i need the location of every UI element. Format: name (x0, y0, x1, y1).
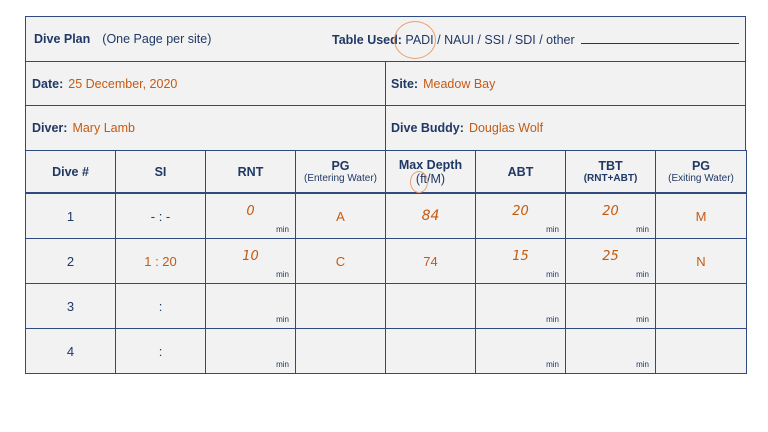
cell-abt[interactable] (475, 283, 566, 329)
min-unit-label: min (636, 270, 649, 279)
cell-dive-number (25, 283, 116, 329)
column-header-pg-exiting (655, 150, 747, 194)
cell-rnt[interactable] (205, 283, 296, 329)
cell-si[interactable] (115, 193, 206, 239)
site-cell (385, 61, 746, 106)
buddy-cell (385, 105, 746, 151)
column-title: ABT (507, 164, 534, 179)
table-options[interactable]: PADI / NAUI / SSI / SDI / other (405, 33, 575, 47)
dive-number-value: 1 (66, 208, 75, 224)
cell-pg-entering[interactable] (295, 238, 386, 284)
min-unit-label: min (276, 315, 289, 324)
diver-value[interactable]: Mary Lamb (72, 121, 135, 135)
cell-abt[interactable] (475, 328, 566, 374)
column-subtitle: (Entering Water) (304, 173, 377, 184)
cell-pg-entering[interactable] (295, 328, 386, 374)
column-title: SI (154, 164, 167, 179)
column-title: Max Depth (398, 157, 463, 172)
cell-dive-number (25, 193, 116, 239)
column-header-dive-number (25, 150, 116, 194)
cell-rnt[interactable] (205, 238, 296, 284)
cell-si[interactable] (115, 238, 206, 284)
cell-max-depth[interactable] (385, 328, 476, 374)
abt-value: 15 (512, 249, 529, 264)
column-header-si (115, 150, 206, 194)
cell-max-depth[interactable] (385, 283, 476, 329)
cell-pg-entering[interactable] (295, 283, 386, 329)
rnt-value: 10 (242, 249, 259, 264)
diver-label: Diver: (32, 121, 68, 135)
selection-circle-ft (410, 171, 428, 193)
dive-number-value: 2 (66, 253, 75, 269)
cell-abt[interactable] (475, 193, 566, 239)
cell-si[interactable] (115, 328, 206, 374)
tbt-value: 25 (602, 249, 619, 264)
pg-exiting-value: N (696, 253, 706, 269)
cell-pg-exiting[interactable] (655, 238, 747, 284)
min-unit-label: min (276, 225, 289, 234)
cell-tbt[interactable] (565, 283, 656, 329)
cell-si[interactable] (115, 283, 206, 329)
min-unit-label: min (636, 360, 649, 369)
dive-number-value: 4 (66, 343, 75, 359)
si-value: : (158, 298, 163, 314)
cell-max-depth[interactable] (385, 193, 476, 239)
column-header-pg-entering (295, 150, 386, 194)
diver-cell (25, 105, 386, 151)
cell-rnt[interactable] (205, 193, 296, 239)
date-label: Date: (32, 76, 64, 91)
cell-pg-entering[interactable] (295, 193, 386, 239)
column-subtitle: (Exiting Water) (668, 173, 734, 184)
si-value: 1 : 20 (144, 253, 177, 269)
column-title: RNT (237, 164, 264, 179)
column-header-tbt (565, 150, 656, 194)
rnt-value: 0 (246, 204, 255, 219)
buddy-label: Dive Buddy: (391, 121, 464, 135)
site-value[interactable]: Meadow Bay (423, 76, 496, 91)
table-used (332, 31, 739, 47)
column-title: PG (691, 159, 711, 173)
header-row (25, 16, 746, 62)
min-unit-label: min (546, 270, 559, 279)
column-title: TBT (598, 159, 623, 173)
dive-number-value: 3 (66, 298, 75, 314)
table-used-label: Table Used: (332, 33, 402, 47)
cell-dive-number (25, 328, 116, 374)
column-subtitle: (ft/M) (415, 171, 446, 186)
min-unit-label: min (276, 270, 289, 279)
pg-entering-value: C (335, 253, 346, 269)
min-unit-label: min (546, 225, 559, 234)
form-title: Dive Plan (34, 32, 91, 46)
column-header-rnt (205, 150, 296, 194)
si-value: - : - (150, 208, 171, 224)
column-title: PG (331, 159, 350, 173)
max-depth-value: 84 (421, 208, 440, 224)
min-unit-label: min (636, 225, 649, 234)
form-subtitle: (One Page per site) (102, 32, 212, 46)
max-depth-value: 74 (423, 253, 438, 269)
abt-value: 20 (512, 204, 529, 219)
cell-dive-number (25, 238, 116, 284)
cell-tbt[interactable] (565, 193, 656, 239)
buddy-value[interactable]: Douglas Wolf (468, 121, 544, 135)
date-cell (25, 61, 386, 106)
min-unit-label: min (276, 360, 289, 369)
tbt-value: 20 (602, 204, 619, 219)
column-header-max-depth (385, 150, 476, 194)
cell-pg-exiting[interactable] (655, 193, 747, 239)
other-blank-line[interactable] (581, 31, 739, 44)
column-subtitle: (RNT+ABT) (583, 173, 638, 184)
cell-tbt[interactable] (565, 238, 656, 284)
column-header-abt (475, 150, 566, 194)
si-value: : (158, 343, 163, 359)
min-unit-label: min (546, 360, 559, 369)
cell-rnt[interactable] (205, 328, 296, 374)
pg-entering-value: A (336, 208, 345, 224)
min-unit-label: min (636, 315, 649, 324)
pg-exiting-value: M (695, 208, 707, 224)
cell-tbt[interactable] (565, 328, 656, 374)
site-label: Site: (391, 76, 419, 91)
cell-abt[interactable] (475, 238, 566, 284)
cell-max-depth[interactable] (385, 238, 476, 284)
min-unit-label: min (546, 315, 559, 324)
cell-pg-exiting[interactable] (655, 328, 747, 374)
column-title: Dive # (52, 164, 89, 179)
cell-pg-exiting[interactable] (655, 283, 747, 329)
selection-circle-padi (394, 21, 436, 59)
date-value[interactable]: 25 December, 2020 (68, 76, 178, 91)
